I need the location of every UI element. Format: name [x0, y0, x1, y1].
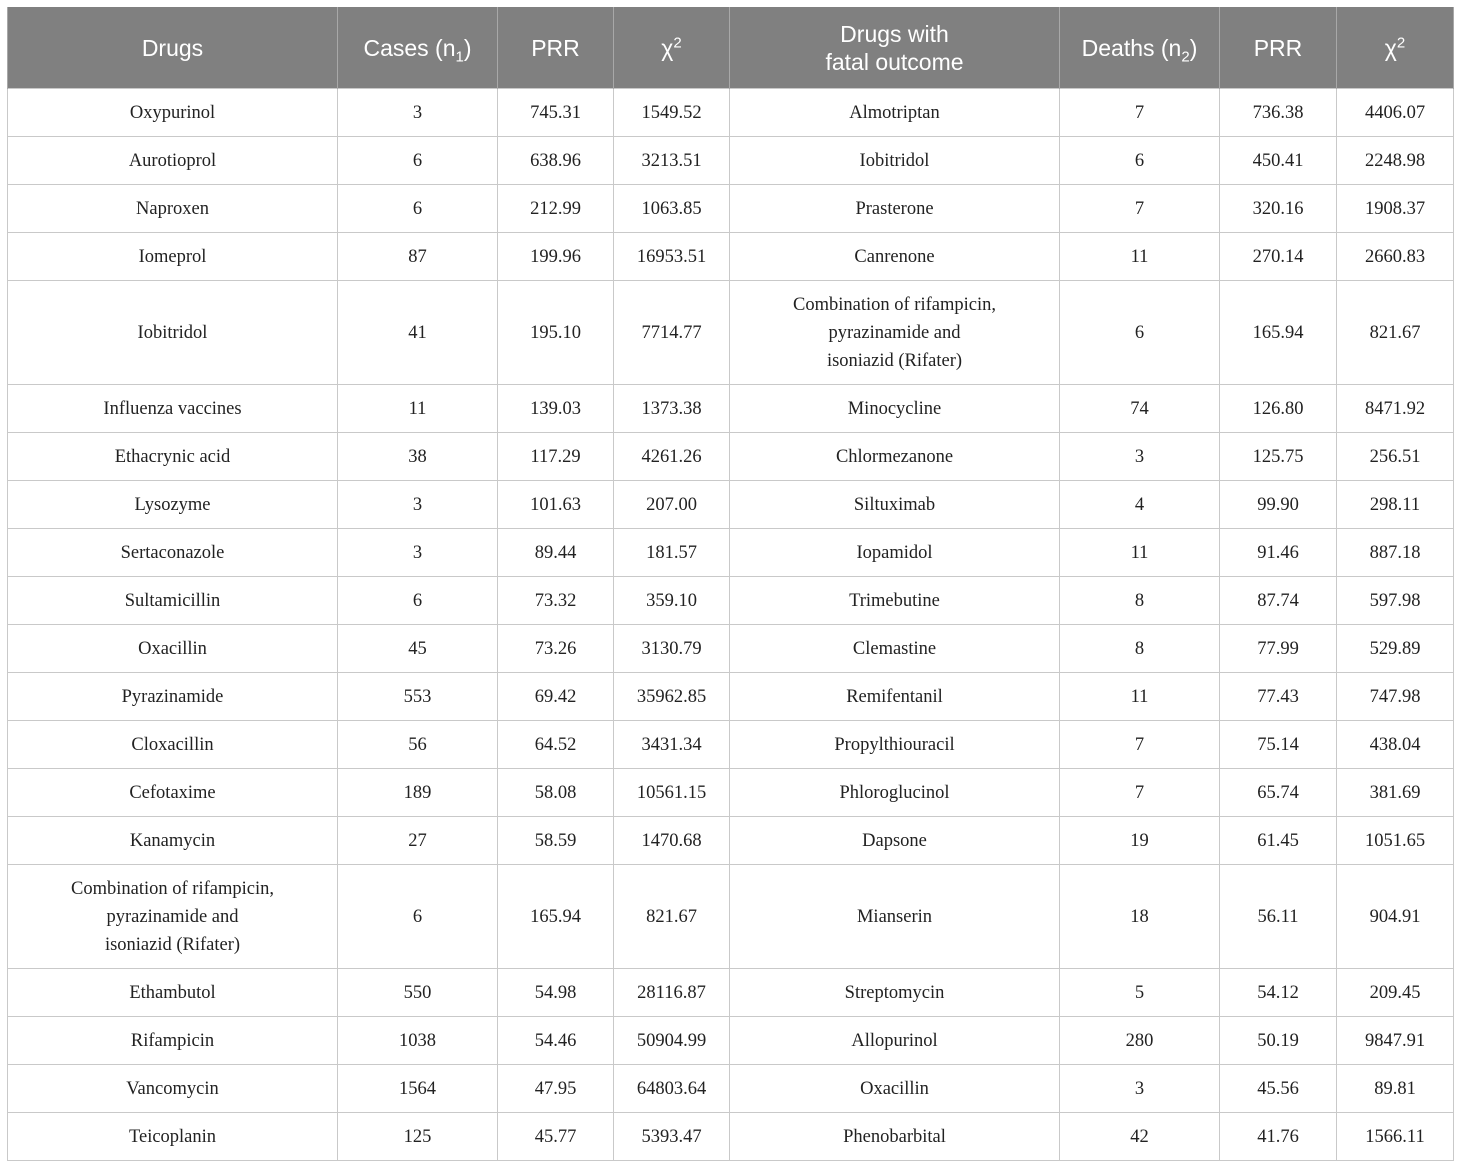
cell-chi-square: 3431.34	[614, 721, 730, 769]
cell-fatal-drug: Streptomycin	[730, 969, 1060, 1017]
cell-drug: Aurotioprol	[8, 137, 338, 185]
cell-drug: Pyrazinamide	[8, 673, 338, 721]
cell-chi-square: 821.67	[614, 865, 730, 969]
cell-drug: Lysozyme	[8, 481, 338, 529]
cell-fatal-drug: Mianserin	[730, 865, 1060, 969]
cell-deaths: 7	[1060, 769, 1220, 817]
cell-fatal-prr: 77.43	[1220, 673, 1337, 721]
cell-fatal-chi-square: 209.45	[1337, 969, 1454, 1017]
cell-cases: 87	[338, 233, 498, 281]
table-row	[8, 1113, 1454, 1161]
cell-drug: Iobitridol	[8, 281, 338, 385]
table-row	[8, 1065, 1454, 1113]
cell-deaths: 7	[1060, 721, 1220, 769]
header-drugs: Drugs	[8, 7, 338, 89]
cell-fatal-prr: 56.11	[1220, 865, 1337, 969]
table-row	[8, 137, 1454, 185]
cell-drug: Oxacillin	[8, 625, 338, 673]
cell-fatal-prr: 50.19	[1220, 1017, 1337, 1065]
cell-fatal-prr: 87.74	[1220, 577, 1337, 625]
table-row	[8, 89, 1454, 137]
header-chi-square-2: $\chi^2$	[1337, 7, 1454, 89]
cell-prr: 165.94	[498, 865, 614, 969]
cell-fatal-chi-square: 381.69	[1337, 769, 1454, 817]
cell-drug: Naproxen	[8, 185, 338, 233]
cell-chi-square: 1549.52	[614, 89, 730, 137]
cell-drug: Iomeprol	[8, 233, 338, 281]
cell-fatal-drug: Prasterone	[730, 185, 1060, 233]
table-row	[8, 433, 1454, 481]
cell-fatal-chi-square: 4406.07	[1337, 89, 1454, 137]
cell-fatal-chi-square: 9847.91	[1337, 1017, 1454, 1065]
cell-prr: 64.52	[498, 721, 614, 769]
cell-chi-square: 181.57	[614, 529, 730, 577]
cell-fatal-prr: 165.94	[1220, 281, 1337, 385]
cell-fatal-drug: Combination of rifampicin, pyrazinamide and isoniazid (Rifater)	[730, 281, 1060, 385]
cell-cases: 27	[338, 817, 498, 865]
cell-fatal-chi-square: 256.51	[1337, 433, 1454, 481]
cell-fatal-drug: Minocycline	[730, 385, 1060, 433]
cell-cases: 38	[338, 433, 498, 481]
cell-fatal-prr: 75.14	[1220, 721, 1337, 769]
cell-cases: 3	[338, 89, 498, 137]
cell-prr: 69.42	[498, 673, 614, 721]
cell-prr: 45.77	[498, 1113, 614, 1161]
cell-fatal-chi-square: 529.89	[1337, 625, 1454, 673]
cell-fatal-prr: 61.45	[1220, 817, 1337, 865]
header-cases: Cases $(n_1)$	[338, 7, 498, 89]
cell-prr: 745.31	[498, 89, 614, 137]
cell-deaths: 42	[1060, 1113, 1220, 1161]
cell-drug: Cefotaxime	[8, 769, 338, 817]
cell-drug: Kanamycin	[8, 817, 338, 865]
cell-drug: Combination of rifampicin, pyrazinamide and isoniazid (Rifater)	[8, 865, 338, 969]
cell-prr: 73.32	[498, 577, 614, 625]
cell-prr: 47.95	[498, 1065, 614, 1113]
cell-cases: 550	[338, 969, 498, 1017]
cell-fatal-drug: Almotriptan	[730, 89, 1060, 137]
cell-prr: 54.98	[498, 969, 614, 1017]
cell-cases: 553	[338, 673, 498, 721]
table-row	[8, 1017, 1454, 1065]
cell-fatal-drug: Canrenone	[730, 233, 1060, 281]
cell-chi-square: 28116.87	[614, 969, 730, 1017]
header-drugs-fatal: Drugs with fatal outcome	[730, 7, 1060, 89]
table-body	[8, 89, 1454, 1161]
cell-fatal-drug: Iobitridol	[730, 137, 1060, 185]
cell-drug: Rifampicin	[8, 1017, 338, 1065]
cell-prr: 58.08	[498, 769, 614, 817]
cell-fatal-prr: 270.14	[1220, 233, 1337, 281]
cell-drug: Influenza vaccines	[8, 385, 338, 433]
cell-drug: Teicoplanin	[8, 1113, 338, 1161]
cell-fatal-drug: Chlormezanone	[730, 433, 1060, 481]
cell-cases: 11	[338, 385, 498, 433]
cell-fatal-drug: Propylthiouracil	[730, 721, 1060, 769]
cell-chi-square: 1063.85	[614, 185, 730, 233]
cell-cases: 6	[338, 577, 498, 625]
cell-chi-square: 5393.47	[614, 1113, 730, 1161]
cell-fatal-chi-square: 1051.65	[1337, 817, 1454, 865]
cell-fatal-prr: 45.56	[1220, 1065, 1337, 1113]
cell-fatal-drug: Phloroglucinol	[730, 769, 1060, 817]
cell-cases: 1564	[338, 1065, 498, 1113]
cell-prr: 58.59	[498, 817, 614, 865]
cell-drug: Ethambutol	[8, 969, 338, 1017]
cell-fatal-drug: Trimebutine	[730, 577, 1060, 625]
cell-cases: 1038	[338, 1017, 498, 1065]
cell-fatal-drug: Iopamidol	[730, 529, 1060, 577]
cell-cases: 41	[338, 281, 498, 385]
cell-deaths: 8	[1060, 577, 1220, 625]
cell-deaths: 74	[1060, 385, 1220, 433]
cell-fatal-chi-square: 1566.11	[1337, 1113, 1454, 1161]
cell-fatal-drug: Dapsone	[730, 817, 1060, 865]
cell-cases: 6	[338, 185, 498, 233]
cell-cases: 3	[338, 481, 498, 529]
cell-cases: 6	[338, 137, 498, 185]
cell-fatal-chi-square: 2660.83	[1337, 233, 1454, 281]
table-row	[8, 481, 1454, 529]
cell-chi-square: 7714.77	[614, 281, 730, 385]
cell-cases: 189	[338, 769, 498, 817]
cell-fatal-prr: 320.16	[1220, 185, 1337, 233]
cell-fatal-chi-square: 597.98	[1337, 577, 1454, 625]
cell-chi-square: 3130.79	[614, 625, 730, 673]
cell-prr: 89.44	[498, 529, 614, 577]
cell-fatal-drug: Allopurinol	[730, 1017, 1060, 1065]
table-row	[8, 721, 1454, 769]
table-row	[8, 233, 1454, 281]
cell-fatal-prr: 450.41	[1220, 137, 1337, 185]
cell-drug: Ethacrynic acid	[8, 433, 338, 481]
cell-deaths: 11	[1060, 233, 1220, 281]
cell-fatal-prr: 41.76	[1220, 1113, 1337, 1161]
cell-prr: 638.96	[498, 137, 614, 185]
cell-deaths: 11	[1060, 529, 1220, 577]
table-row	[8, 385, 1454, 433]
table-row	[8, 817, 1454, 865]
cell-prr: 199.96	[498, 233, 614, 281]
cell-drug: Vancomycin	[8, 1065, 338, 1113]
cell-fatal-drug: Clemastine	[730, 625, 1060, 673]
cell-deaths: 8	[1060, 625, 1220, 673]
drug-signal-table	[7, 7, 1454, 1161]
cell-chi-square: 207.00	[614, 481, 730, 529]
cell-deaths: 7	[1060, 185, 1220, 233]
header-row	[8, 7, 1454, 89]
cell-deaths: 5	[1060, 969, 1220, 1017]
cell-chi-square: 16953.51	[614, 233, 730, 281]
table-row	[8, 769, 1454, 817]
cell-fatal-chi-square: 8471.92	[1337, 385, 1454, 433]
cell-cases: 125	[338, 1113, 498, 1161]
header-prr-1: PRR	[498, 7, 614, 89]
cell-fatal-chi-square: 89.81	[1337, 1065, 1454, 1113]
cell-fatal-chi-square: 821.67	[1337, 281, 1454, 385]
cell-fatal-chi-square: 2248.98	[1337, 137, 1454, 185]
cell-fatal-prr: 125.75	[1220, 433, 1337, 481]
table-row	[8, 673, 1454, 721]
table-row	[8, 625, 1454, 673]
header-deaths: Deaths $(n_2)$	[1060, 7, 1220, 89]
cell-chi-square: 4261.26	[614, 433, 730, 481]
cell-chi-square: 1470.68	[614, 817, 730, 865]
cell-fatal-prr: 736.38	[1220, 89, 1337, 137]
cell-drug: Sertaconazole	[8, 529, 338, 577]
cell-chi-square: 359.10	[614, 577, 730, 625]
cell-deaths: 11	[1060, 673, 1220, 721]
cell-fatal-chi-square: 298.11	[1337, 481, 1454, 529]
cell-fatal-drug: Remifentanil	[730, 673, 1060, 721]
cell-deaths: 6	[1060, 281, 1220, 385]
cell-fatal-prr: 65.74	[1220, 769, 1337, 817]
cell-fatal-drug: Oxacillin	[730, 1065, 1060, 1113]
cell-fatal-prr: 54.12	[1220, 969, 1337, 1017]
cell-chi-square: 50904.99	[614, 1017, 730, 1065]
cell-prr: 139.03	[498, 385, 614, 433]
cell-cases: 56	[338, 721, 498, 769]
cell-fatal-prr: 91.46	[1220, 529, 1337, 577]
cell-drug: Sultamicillin	[8, 577, 338, 625]
cell-deaths: 18	[1060, 865, 1220, 969]
cell-chi-square: 64803.64	[614, 1065, 730, 1113]
cell-prr: 195.10	[498, 281, 614, 385]
cell-deaths: 7	[1060, 89, 1220, 137]
cell-prr: 101.63	[498, 481, 614, 529]
table-row	[8, 281, 1454, 385]
cell-fatal-prr: 126.80	[1220, 385, 1337, 433]
cell-fatal-drug: Siltuximab	[730, 481, 1060, 529]
cell-fatal-chi-square: 438.04	[1337, 721, 1454, 769]
cell-cases: 6	[338, 865, 498, 969]
cell-fatal-prr: 77.99	[1220, 625, 1337, 673]
cell-drug: Oxypurinol	[8, 89, 338, 137]
cell-prr: 117.29	[498, 433, 614, 481]
table-row	[8, 529, 1454, 577]
cell-fatal-prr: 99.90	[1220, 481, 1337, 529]
cell-fatal-chi-square: 747.98	[1337, 673, 1454, 721]
cell-deaths: 6	[1060, 137, 1220, 185]
cell-fatal-drug: Phenobarbital	[730, 1113, 1060, 1161]
cell-deaths: 3	[1060, 433, 1220, 481]
cell-chi-square: 1373.38	[614, 385, 730, 433]
header-chi-square-1: $\chi^2$	[614, 7, 730, 89]
cell-cases: 3	[338, 529, 498, 577]
cell-fatal-chi-square: 887.18	[1337, 529, 1454, 577]
cell-chi-square: 3213.51	[614, 137, 730, 185]
cell-cases: 45	[338, 625, 498, 673]
cell-deaths: 280	[1060, 1017, 1220, 1065]
cell-fatal-chi-square: 904.91	[1337, 865, 1454, 969]
cell-chi-square: 35962.85	[614, 673, 730, 721]
cell-chi-square: 10561.15	[614, 769, 730, 817]
header-prr-2: PRR	[1220, 7, 1337, 89]
table-row	[8, 577, 1454, 625]
cell-drug: Cloxacillin	[8, 721, 338, 769]
cell-prr: 73.26	[498, 625, 614, 673]
table-row	[8, 969, 1454, 1017]
cell-deaths: 19	[1060, 817, 1220, 865]
table-wrapper	[7, 7, 1453, 1161]
cell-fatal-chi-square: 1908.37	[1337, 185, 1454, 233]
table-row	[8, 185, 1454, 233]
cell-deaths: 3	[1060, 1065, 1220, 1113]
table-row	[8, 865, 1454, 969]
cell-prr: 212.99	[498, 185, 614, 233]
cell-prr: 54.46	[498, 1017, 614, 1065]
cell-deaths: 4	[1060, 481, 1220, 529]
